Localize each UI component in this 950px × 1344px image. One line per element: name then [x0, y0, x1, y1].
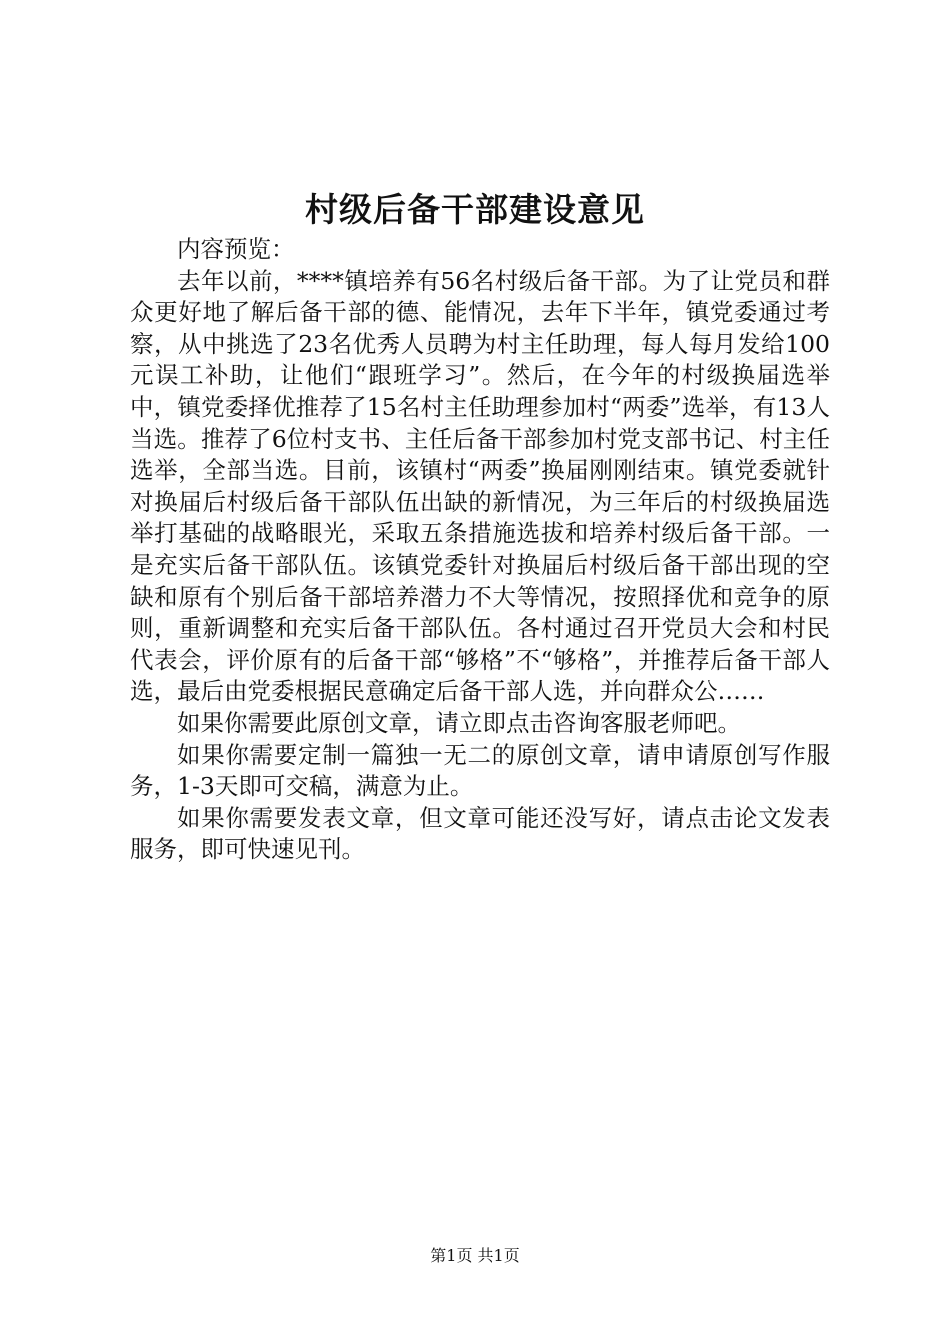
consult-paragraph: 如果你需要此原创文章，请立即点击咨询客服老师吧。	[177, 708, 741, 737]
preview-label: 内容预览：	[177, 235, 295, 263]
preview-paragraph: 去年以前，****镇培养有56名村级后备干部。为了让党员和群众更好地了解后备干部的德、能情况，去年下半年，镇党委通过考察，从中挑选了23名优秀人员聘为村主任助理，每人每月发给100元误工补助，让他们“跟班学习”。然后，在今年的村级换届选举中，镇党委择优推荐了15名村主任助理参加村“两委”选举，有13人当选。推荐了6位村支书、主任后备干部参加村党支部书记、村主任选举，全部当选。目前，该镇村“两委”换届刚刚结束。镇党委就针对换届后村级后备干部队伍出缺的新情况，为三年后的村级换届选举打基础的战略眼光，采取五条措施选拔和培养村级后备干部。一是充实后备干部队伍。该镇党委针对换届后村级后备干部出现的空缺和原有个别后备干部培养潜力不大等情况，按照择优和竞争的原则，重新调整和充实后备干部队伍。各村通过召开党员大会和村民代表会，评价原有的后备干部“够格”不“够格”，并推荐后备干部人选，最后由党委根据民意确定后备干部人选，并向群众公……	[130, 266, 830, 706]
document-body	[130, 234, 830, 866]
document-title: 村级后备干部建设意见	[305, 190, 645, 229]
custom-writing-paragraph: 如果你需要定制一篇独一无二的原创文章，请申请原创写作服务，1-3天即可交稿，满意为止。	[130, 740, 830, 801]
page-footer: 第1页 共1页	[430, 1246, 520, 1265]
publishing-paragraph: 如果你需要发表文章，但文章可能还没写好，请点击论文发表服务，即可快速见刊。	[130, 803, 830, 864]
